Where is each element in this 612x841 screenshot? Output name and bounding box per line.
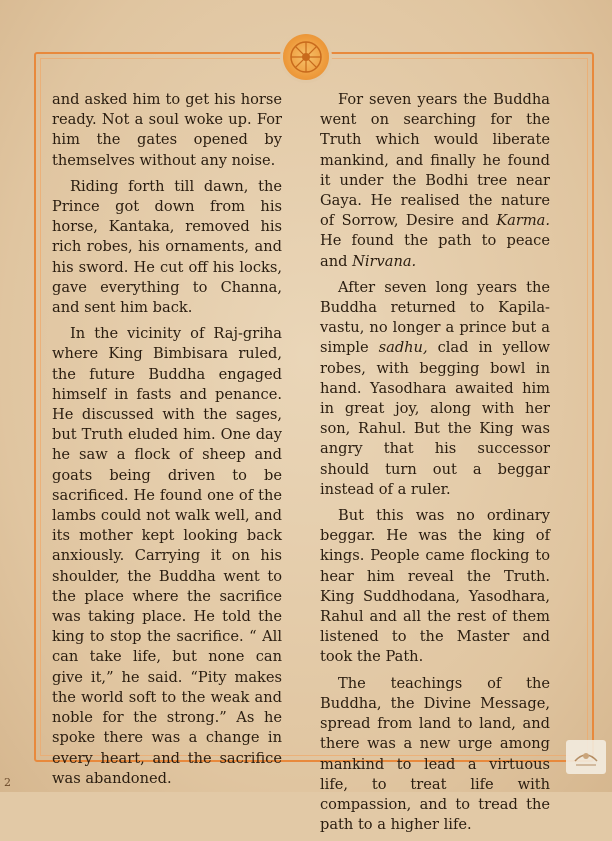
page-number: 2	[4, 776, 11, 789]
right-paragraph-4: The teachings of the Buddha, the Divine Message, spread from land to land, and there was a new urge among mankind to lead a virtuous life, to treat life with compassion, and to tread the path to a higher life.	[320, 674, 550, 834]
term-nirvana: Nirvana.	[352, 252, 417, 270]
left-paragraph-1: and asked him to get his horse ready. Not a soul woke up. For him the gates opened by themselves without any noise.	[52, 91, 282, 169]
right-paragraph-1	[320, 90, 550, 272]
left-column	[52, 90, 282, 795]
right-p2-text-b: clad in yellow robes, with begging bowl in hand. Yasodhara awaited him in great joy, along with her son, Rahul. But the King was angry that his successor should turn out a beggar instead of a ruler.	[320, 339, 550, 498]
watermark-logo-icon	[566, 740, 606, 774]
right-p1-text-b: He found the path to peace and	[320, 232, 550, 270]
term-karma: Karma.	[496, 212, 550, 230]
left-paragraph-3: In the vicinity of Raj-griha where King Bimbisara ruled, the future Buddha engaged himself in fasts and penance. He discussed with the sages, but Truth eluded him. One day he saw a flock of sheep and goats being driven to be sacrificed. He found one of the lambs could not walk well, and its mother kept looking back anxiously. Carrying it on his shoulder, the Buddha went to the place where the sacrifice was taking place. He told the king to stop the sacrifice. “ All can take life, but none can give it,” he said. “Pity makes the world soft to the weak and noble for the strong.” As he spoke there was a change in every heart, and the sacrifice was abandoned.	[52, 325, 282, 787]
right-column	[320, 90, 550, 841]
right-paragraph-2	[320, 278, 550, 500]
dharma-wheel-icon	[283, 34, 329, 80]
right-p2-text-a: After seven long years the Buddha returned to Kapila-vastu, no longer a prince but a simple	[320, 278, 550, 357]
term-sadhu: sadhu,	[378, 339, 428, 357]
left-paragraph-2: Riding forth till dawn, the Prince got down from his horse, Kantaka, removed his rich robes, his ornaments, and his sword. He cut off his locks, gave everything to Channa, and sent him back.	[52, 177, 282, 317]
right-paragraph-3: But this was no ordinary beggar. He was the king of kings. People came flocking to hear him reveal the Truth. King Suddhodana, Yasodhara, Rahul and all the rest of them listened to the Master and took the Path.	[320, 507, 550, 666]
right-p1-text-a: For seven years the Buddha went on searching for the Truth which would liberate mankind, and finally he found it under the Bodhi tree near Gaya. He realised the nature of Sorrow, Desire and	[320, 91, 550, 230]
